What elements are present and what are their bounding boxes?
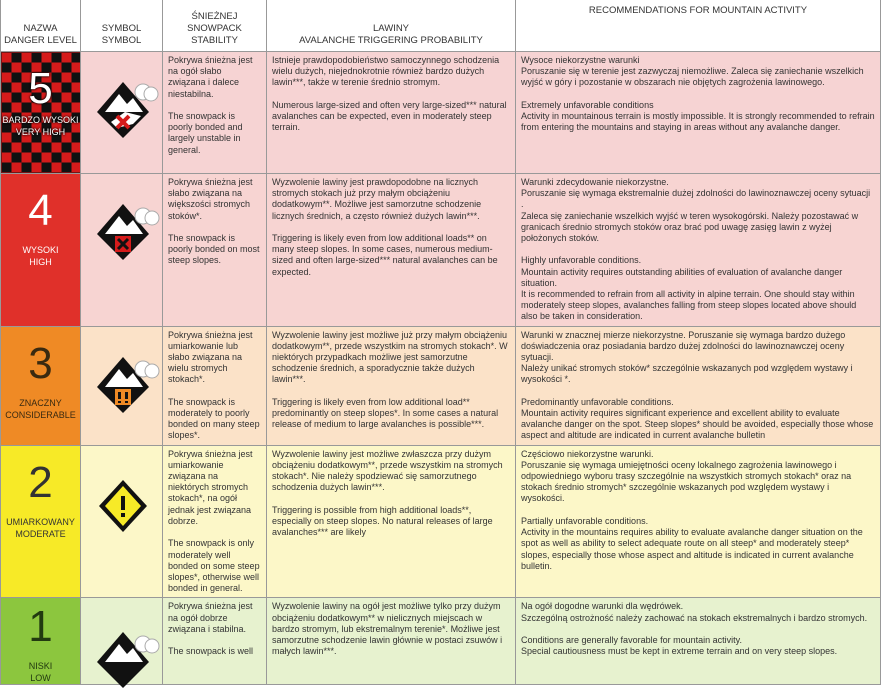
stability-text: Pokrywa śnieżna jest umiarkowanie związana na niektórych stromych stokach*, na ogół jednak jest związana dobrze. The snowpack is only moderately well bonded on some steep slopes*, otherwise well bonded in general. xyxy=(163,445,267,598)
danger-row-4 xyxy=(1,174,881,327)
high-danger-icon xyxy=(89,196,161,264)
recommendations-text: Częściowo niekorzystne warunki. Poruszanie się wymaga umiejętności oceny lokalnego zagrożenia lawinowego i odpowiedniego wyboru trasy szczególnie na wszystkich stromych stokach* oraz na stokach średnio stromych* szczególnie wskazanych pod względem wystawy i wysokości. Partially unfavorable conditions. Activity in the mountains requires ability to evaluate avalanche danger situation on the spot as well as ability to select adequate route on all steep* and moderately steep* slopes, especially those whose aspect and altitude is indicated in current avalanche bulletin. xyxy=(516,445,881,598)
danger-row-3 xyxy=(1,326,881,445)
symbol-cell xyxy=(81,445,163,598)
stability-text: Pokrywa śnieżna jest na ogół słabo związana i dalece niestabilna. The snowpack is poorly bonded and largely unstable in general. xyxy=(163,52,267,174)
level-number: 1 xyxy=(28,602,53,652)
danger-row-1 xyxy=(1,598,881,685)
level-cell xyxy=(1,52,81,174)
stability-text: Pokrywa śnieżna jest na ogół dobrze związana i stabilna. The snowpack is well xyxy=(163,598,267,685)
probability-text: Istnieje prawdopodobieństwo samoczynnego schodzenia wielu dużych, niejednokrotnie również bardzo dużych lawin***, także w terenie średnio stromym. Numerous large-sized and often very large-sized*** natural avalanches can be expected, even in moderately steep terrain. xyxy=(267,52,516,174)
level-name: UMIARKOWANY MODERATE xyxy=(6,516,75,539)
level-cell xyxy=(1,445,81,598)
recommendations-text: Warunki zdecydowanie niekorzystne. Poruszanie się wymaga ekstremalnie dużej zdolności do lawinoznawczej oceny sytuacji . Zaleca się zaniechanie wszelkich wyjść w teren wysokogórski. Należy pozostawać w granicach średnio stromych stoków oraz brać pod uwagę zasięg lawin z wyżej położonych stoków. Highly unfavorable conditions. Mountain activity requires outstanding abilities of evaluation of avalanche danger situation. It is recommended to refrain from all activity in alpine terrain. One should stay within moderately steep slopes, avalanches falling from steep slopes located above should also be taken in consideration. xyxy=(516,174,881,327)
recommendations-text: Warunki w znacznej mierze niekorzystne. Poruszanie się wymaga bardzo dużego doświadczenia oraz posiadania bardzo dużej zdolności do lawinoznawczej oceny sytuacji. Należy unikać stromych stoków* szczególnie wskazanych pod względem wystawy i wysokości *. Predominantly unfavorable conditions. Mountain activity requires significant experience and excellent ability to evaluate avalanche danger on the spot. Steep slopes* should be avoided, especially those whose aspect and altitude are indicated in current avalanche bulletin xyxy=(516,326,881,445)
probability-text: Wyzwolenie lawiny jest prawdopodobne na licznych stromych stokach już przy małym obciążeniu dodatkowym**. Możliwe jest samorzutne schodzenie licznych średnich, a często również dużych lawin***. Triggering is likely even from low additional loads** on many steep slopes. In some cases, numerous medium-sized and often large-sized*** natural avalanches can be expected. xyxy=(267,174,516,327)
level-name: ZNACZNY CONSIDERABLE xyxy=(5,397,76,420)
stability-text: Pokrywa śnieżna jest umiarkowanie lub słabo związana na wielu stromych stokach*. The snowpack is moderately to poorly bonded on many steep slopes*. xyxy=(163,326,267,445)
header-danger-level: NAZWA DANGER LEVEL xyxy=(1,0,81,52)
header-stability: ŚNIEŻNEJ SNOWPACK STABILITY xyxy=(163,0,267,52)
considerable-danger-icon xyxy=(89,349,161,417)
probability-text: Wyzwolenie lawiny jest możliwe już przy małym obciążeniu dodatkowym**, przede wszystkim na stromych stokach*. W niektórych przypadkach możliwe jest samorzutne schodzenie średnich, a sporadycznie także dużych lawin***. Triggering is likely even from low additional load** predominantly on steep slopes*. In some cases a natural release of medium to large avalanches is possible***. xyxy=(267,326,516,445)
header-symbol: SYMBOL SYMBOL xyxy=(81,0,163,52)
probability-text: Wyzwolenie lawiny jest możliwe zwłaszcza przy dużym obciążeniu dodatkowym**, przede wszystkim na stromych stokach*. Nie należy spodziewać się samorzutnego schodzenia dużych lawin***. Triggering is possible from high additional loads**, especially on steep slopes. No natural releases of large avalanches*** are likely xyxy=(267,445,516,598)
recommendations-text: Wysoce niekorzystne warunki Poruszanie się w terenie jest zazwyczaj niemożliwe. Zaleca się zaniechanie wszelkich wyjść w góry i pozostanie w obszarach nie objętych zagrożenia lawinowego. Extremely unfavorable conditions Activity in mountainous terrain is mostly impossible. It is strongly recommended to refrain from entering the mountains and staying in areas without any avalanche danger. xyxy=(516,52,881,174)
moderate-danger-icon xyxy=(89,468,161,536)
stability-text: Pokrywa śnieżna jest słabo związana na większości stromych stoków*. The snowpack is poorly bonded on most steep slopes. xyxy=(163,174,267,327)
level-name: WYSOKI HIGH xyxy=(22,245,59,267)
symbol-cell xyxy=(81,52,163,174)
level-number: 4 xyxy=(28,186,53,235)
level-cell xyxy=(1,174,81,327)
symbol-cell xyxy=(81,326,163,445)
symbol-cell xyxy=(81,174,163,327)
level-name: NISKI LOW xyxy=(28,661,53,684)
level-number: 5 xyxy=(28,64,53,113)
probability-text: Wyzwolenie lawiny na ogół jest możliwe tylko przy dużym obciążeniu dodatkowym** w nielicznych miejscach w bardzo stromym, lub ekstremalnym terenie*. Możliwe jest samorzutne schodzenie lawin głównie w postaci zsuwów i małych lawin***. xyxy=(267,598,516,685)
level-number: 2 xyxy=(28,457,53,507)
header-probability: LAWINY AVALANCHE TRIGGERING PROBABILITY xyxy=(267,0,516,52)
very-high-danger-icon xyxy=(89,74,159,142)
level-cell xyxy=(1,598,81,685)
symbol-cell xyxy=(81,598,163,685)
danger-row-2 xyxy=(1,445,881,598)
header-row xyxy=(1,0,881,52)
level-name: BARDZO WYSOKI VERY HIGH xyxy=(2,115,79,137)
level-number: 3 xyxy=(28,338,53,388)
header-recommendations: RECOMMENDATIONS FOR MOUNTAIN ACTIVITY xyxy=(516,0,881,52)
low-danger-icon xyxy=(89,624,161,692)
danger-row-5 xyxy=(1,52,881,174)
recommendations-text: Na ogół dogodne warunki dla wędrówek. Szczególną ostrożność należy zachować na stokach ekstremalnych i bardzo stromych. Conditions are generally favorable for mountain activity. Special cautiousness must be kept in extreme terrain and on very steep slopes. xyxy=(516,598,881,685)
level-cell xyxy=(1,326,81,445)
